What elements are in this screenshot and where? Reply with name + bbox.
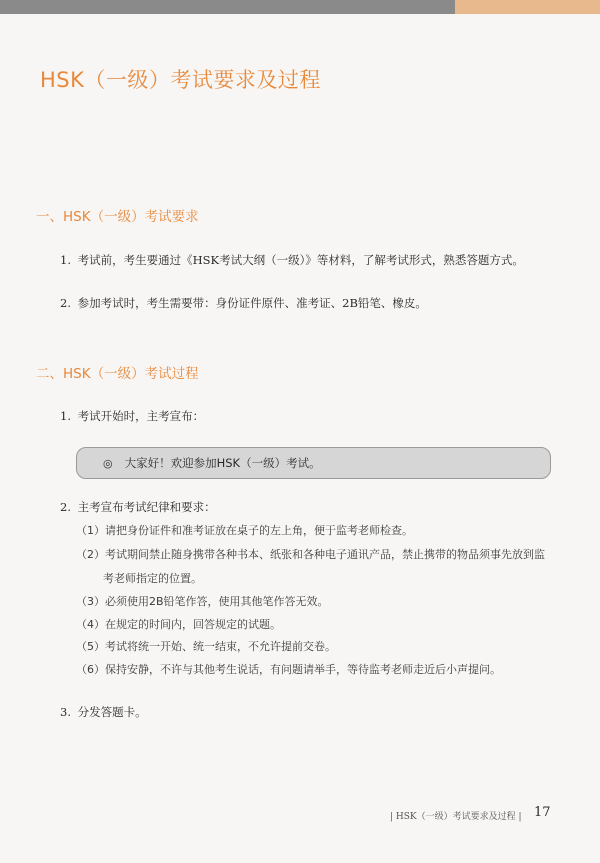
rule-line: （2）考试期间禁止随身携带各种书本、纸张和各种电子通讯产品，禁止携带的物品须事先放到监 bbox=[76, 548, 545, 561]
announcement-callout bbox=[76, 447, 551, 479]
rule-line: （3）必须使用2B铅笔作答，使用其他笔作答无效。 bbox=[76, 595, 329, 608]
process-item-3 bbox=[60, 704, 147, 720]
rule-line-continued: 考老师指定的位置。 bbox=[103, 572, 202, 585]
page-number: 17 bbox=[534, 805, 551, 820]
item-number: 1. bbox=[60, 409, 71, 423]
rule-line: （5）考试将统一开始、统一结束，不允许提前交卷。 bbox=[76, 640, 336, 653]
item-text: 考试开始时，主考宣布： bbox=[77, 409, 205, 423]
item-text: 考试前，考生要通过《HSK考试大纲（一级）》等材料，了解考试形式，熟悉答题方式。 bbox=[77, 253, 524, 267]
rule-line: （4）在规定的时间内，回答规定的试题。 bbox=[76, 618, 281, 631]
circle-bullet-icon: ◎ bbox=[103, 456, 113, 470]
announcement-text: 大家好！欢迎参加HSK（一级）考试。 bbox=[124, 456, 321, 470]
rule-line: （6）保持安静，不许与其他考生说话，有问题请举手，等待监考老师走近后小声提问。 bbox=[76, 663, 501, 676]
item-text: 分发答题卡。 bbox=[77, 705, 147, 719]
item-number: 3. bbox=[60, 705, 71, 719]
requirement-item-1 bbox=[60, 252, 524, 268]
section-heading-requirements: 一、HSK（一级）考试要求 bbox=[36, 209, 199, 225]
requirement-item-2 bbox=[60, 295, 427, 311]
process-item-1 bbox=[60, 408, 204, 424]
rule-line: （1）请把身份证件和准考证放在桌子的左上角，便于监考老师检查。 bbox=[76, 524, 413, 537]
section-heading-process: 二、HSK（一级）考试过程 bbox=[36, 366, 199, 382]
item-number: 2. bbox=[60, 296, 71, 310]
item-number: 1. bbox=[60, 253, 71, 267]
running-footer: | HSK（一级）考试要求及过程 | bbox=[390, 812, 522, 822]
page-title: HSK（一级）考试要求及过程 bbox=[40, 68, 321, 92]
item-number: 2. bbox=[60, 500, 71, 514]
top-bar-accent bbox=[455, 0, 600, 14]
item-text: 参加考试时，考生需要带：身份证件原件、准考证、2B铅笔、橡皮。 bbox=[77, 296, 427, 310]
process-item-2 bbox=[60, 499, 216, 515]
item-text: 主考宣布考试纪律和要求： bbox=[77, 500, 216, 514]
